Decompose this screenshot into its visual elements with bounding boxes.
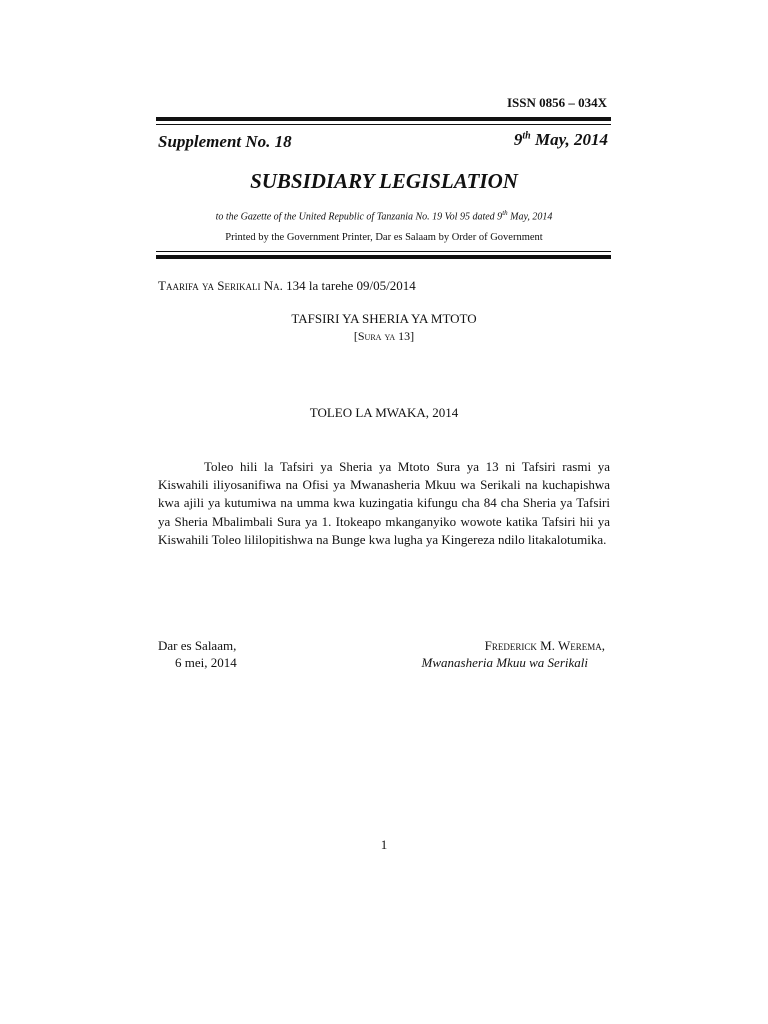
document-title: SUBSIDIARY LEGISLATION xyxy=(250,169,518,193)
header-rule-thin xyxy=(156,124,611,125)
printer-line: Printed by the Government Printer, Dar es Salaam by Order of Government xyxy=(225,232,543,243)
issn-number: ISSN 0856 – 034X xyxy=(506,95,607,110)
date-day: 9 xyxy=(513,130,523,149)
gazette-reference xyxy=(0,209,768,222)
chapter-label: Sura ya xyxy=(357,329,396,343)
header-rule-thick xyxy=(156,117,611,121)
date-suffix: th xyxy=(522,130,531,142)
notice-label: Taarifa ya Serikali Na. xyxy=(158,278,283,293)
act-chapter xyxy=(0,329,768,344)
signer-title: Mwanasheria Mkuu wa Serikali xyxy=(421,655,588,670)
chapter-open: [ xyxy=(353,329,358,343)
publication-date xyxy=(514,130,608,150)
body-paragraph: Toleo hili la Tafsiri ya Sheria ya Mtoto Sura ya 13 ni Tafsiri rasmi ya Kiswahili iliyosanifiwa na Ofisi ya Mwanasheria Mkuu wa Serikali na kuchapishwa kwa ajili ya kutumiwa na umma kwa kuzingatia kifungu cha 84 cha Sheria ya Tafsiri ya Sheria Mbalimbali Sura ya 1. Itokeapo mkanganyiko wowote katika Tafsiri hii ya Kiswahili Toleo lililopitishwa na Bunge kwa lugha ya Kingereza ndilo litakalotumika. xyxy=(158,459,610,547)
notice-number-date: 134 la tarehe 09/05/2014 xyxy=(282,278,416,293)
gazette-suffix: th xyxy=(502,209,508,217)
supplement-number: Supplement No. 18 xyxy=(158,132,292,151)
signature-place: Dar es Salaam, xyxy=(158,638,237,653)
gazette-prefix: to the Gazette of the United Republic of Tanzania No. 19 Vol 95 dated 9 xyxy=(215,211,503,223)
gazette-rest: May, 2014 xyxy=(507,211,553,223)
footer-rule-thin xyxy=(156,251,611,252)
signer-name: Frederick M. Werema, xyxy=(484,638,605,653)
footer-rule-thick xyxy=(156,255,611,259)
act-title: TAFSIRI YA SHERIA YA MTOTO xyxy=(291,311,477,326)
edition-heading: TOLEO LA MWAKA, 2014 xyxy=(309,405,459,420)
chapter-rest: 13] xyxy=(395,329,415,343)
page-number: 1 xyxy=(380,837,388,852)
signature-date: 6 mei, 2014 xyxy=(175,655,237,670)
government-notice xyxy=(158,278,416,294)
date-rest: May, 2014 xyxy=(534,130,608,149)
